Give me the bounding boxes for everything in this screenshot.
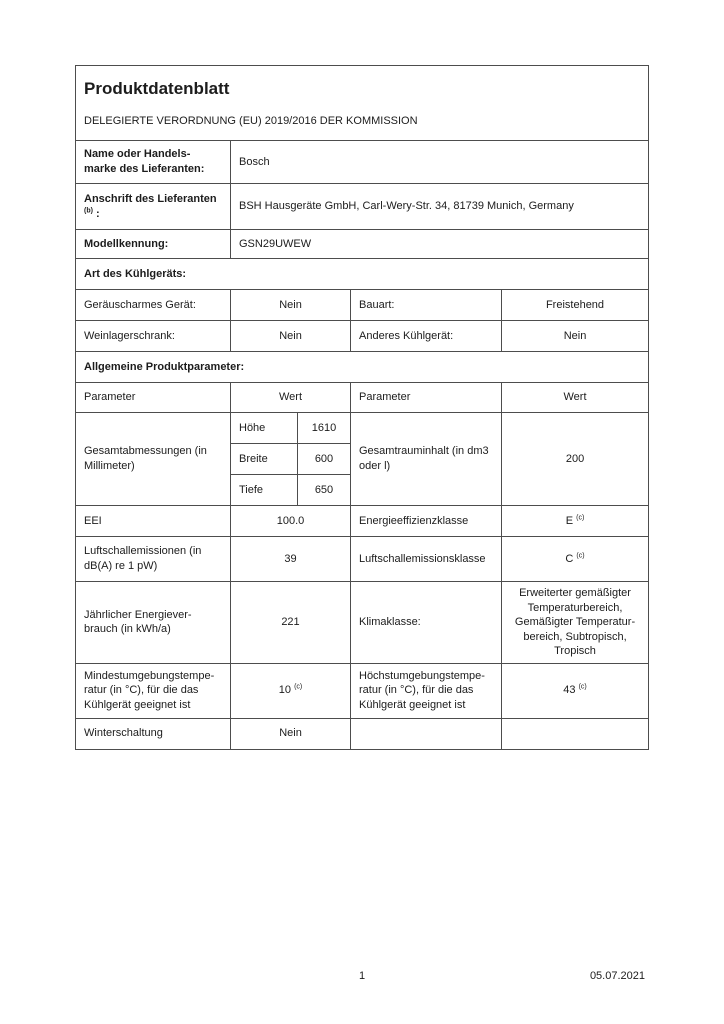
supplier-address-label-text: Anschrift des Lieferanten [84, 192, 217, 205]
dimension-name: Breite [231, 444, 298, 475]
supplier-address-label [76, 184, 231, 230]
supplier-address-label-suffix: : [92, 207, 100, 220]
param-value [231, 663, 351, 718]
footnote-marker-c: (c) [576, 514, 585, 522]
footnote-marker-c: (c) [576, 552, 585, 560]
param-label: Anderes Kühlgerät: [351, 321, 502, 352]
climate-class-value: Erweiterter gemäßigter Temperaturbereich, Gemäßigter Temperatur-bereich, Subtropisch, Tropisch [502, 582, 649, 664]
table-row [76, 259, 649, 290]
energy-class-value: E [565, 514, 574, 527]
table-row [76, 506, 649, 537]
param-value: Nein [231, 718, 351, 749]
param-value: 221 [231, 582, 351, 664]
param-label: Mindestumgebungstempe-ratur (in °C), für die das Kühlgerät geeignet ist [76, 663, 231, 718]
footnote-marker-c: (c) [578, 683, 587, 691]
dimension-value: 650 [298, 475, 351, 506]
param-label: Bauart: [351, 290, 502, 321]
param-label: Klimaklasse: [351, 582, 502, 664]
param-label: Energieeffizienzklasse [351, 506, 502, 537]
volume-label: Gesamtrauminhalt (in dm3 oder l) [351, 413, 502, 506]
param-label: Luftschallemissionen (in dB(A) re 1 pW) [76, 537, 231, 582]
footnote-marker-b: (b) [84, 206, 93, 214]
table-row [76, 582, 649, 664]
param-value: 100.0 [231, 506, 351, 537]
empty-cell [502, 718, 649, 749]
param-label: Geräuscharmes Gerät: [76, 290, 231, 321]
datasheet-table [75, 65, 649, 750]
param-label: Höchstumgebungstempe-ratur (in °C), für die das Kühlgerät geeignet ist [351, 663, 502, 718]
param-label: Winterschaltung [76, 718, 231, 749]
table-row [76, 321, 649, 352]
model-value: GSN29UWEW [231, 230, 649, 259]
param-label: Jährlicher Energiever-brauch (in kWh/a) [76, 582, 231, 664]
column-header-parameter-2: Parameter [351, 383, 502, 413]
model-label: Modellkennung: [76, 230, 231, 259]
table-row [76, 230, 649, 259]
param-value [502, 663, 649, 718]
dimensions-label: Gesamtabmessungen (in Millimeter) [76, 413, 231, 506]
column-header-parameter-1: Parameter [76, 383, 231, 413]
dimension-name: Höhe [231, 413, 298, 444]
table-row [76, 184, 649, 230]
param-value: 39 [231, 537, 351, 582]
column-header-wert-2: Wert [502, 383, 649, 413]
supplier-name-value: Bosch [231, 141, 649, 184]
table-row [76, 352, 649, 383]
param-value: Freistehend [502, 290, 649, 321]
param-label: EEI [76, 506, 231, 537]
table-row [76, 141, 649, 184]
section-heading-type: Art des Kühlgeräts: [76, 259, 649, 290]
table-row [76, 663, 649, 718]
page-title: Produktdatenblatt [84, 78, 230, 98]
supplier-address-value: BSH Hausgeräte GmbH, Carl-Wery-Str. 34, 81739 Munich, Germany [231, 184, 649, 230]
footnote-marker-c: (c) [294, 683, 303, 691]
column-header-wert-1: Wert [231, 383, 351, 413]
param-label: Weinlagerschrank: [76, 321, 231, 352]
table-row [76, 537, 649, 582]
table-row [76, 290, 649, 321]
dimension-value: 1610 [298, 413, 351, 444]
volume-value: 200 [502, 413, 649, 506]
param-value: Nein [231, 290, 351, 321]
noise-class-value: C [565, 552, 574, 565]
param-value: Nein [231, 321, 351, 352]
title-block [76, 66, 649, 141]
empty-cell [351, 718, 502, 749]
param-value [502, 506, 649, 537]
param-value: Nein [502, 321, 649, 352]
table-row [76, 383, 649, 413]
supplier-name-label: Name oder Handels-marke des Lieferanten: [76, 141, 231, 184]
table-row [76, 413, 649, 444]
param-label: Luftschallemissionsklasse [351, 537, 502, 582]
min-temp-value: 10 [278, 684, 291, 697]
max-temp-value: 43 [563, 684, 576, 697]
dimension-value: 600 [298, 444, 351, 475]
footer-date: 05.07.2021 [589, 970, 645, 982]
regulation-subtitle: DELEGIERTE VERORDNUNG (EU) 2019/2016 DER KOMMISSION [84, 114, 418, 127]
param-value [502, 537, 649, 582]
section-heading-parameters: Allgemeine Produktparameter: [76, 352, 649, 383]
table-row [76, 718, 649, 749]
dimension-name: Tiefe [231, 475, 298, 506]
page-number: 1 [358, 970, 366, 982]
